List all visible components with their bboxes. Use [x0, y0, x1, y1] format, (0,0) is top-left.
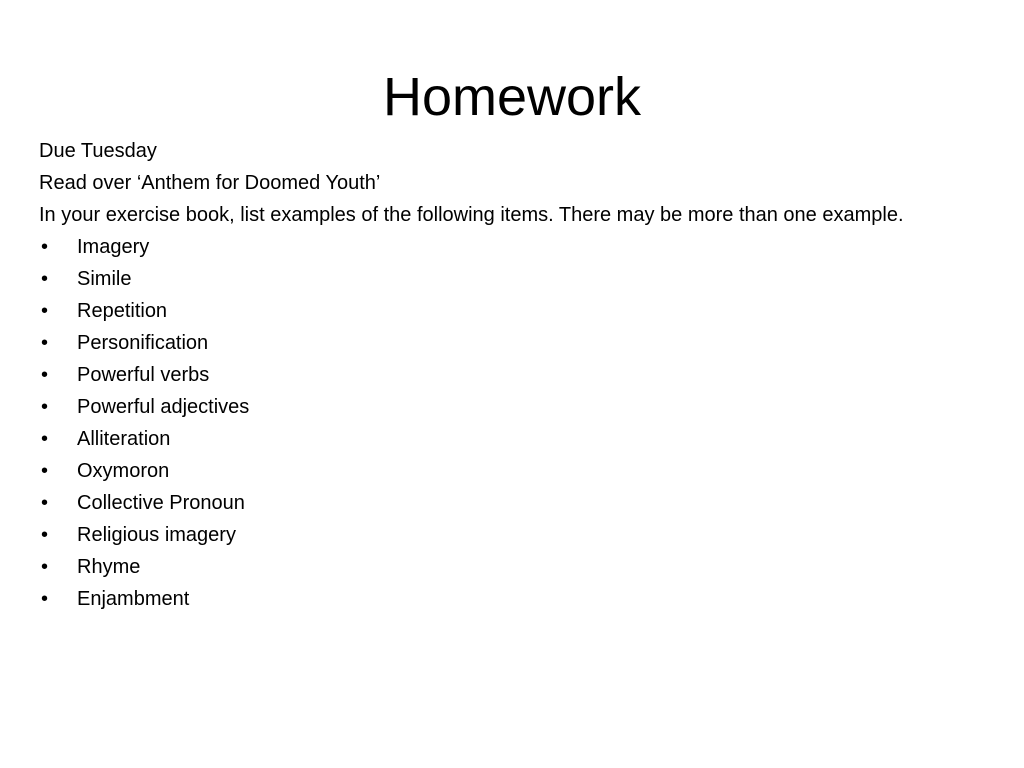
- list-item-label: Simile: [77, 268, 132, 290]
- task-instruction: In your exercise book, list examples of the following items. There may be more than one example.: [39, 204, 904, 226]
- bullet-icon: •: [41, 524, 49, 546]
- bullet-icon: •: [41, 556, 49, 578]
- bullet-icon: •: [41, 588, 49, 610]
- list-item: [39, 459, 959, 491]
- list-item-label: Collective Pronoun: [77, 492, 245, 514]
- bullet-icon: •: [41, 268, 49, 290]
- bullet-icon: •: [41, 332, 49, 354]
- list-item: [39, 427, 959, 459]
- bullet-icon: •: [41, 300, 49, 322]
- list-item: [39, 395, 959, 427]
- list-item-label: Imagery: [77, 236, 150, 258]
- list-item: [39, 523, 959, 555]
- list-item-label: Religious imagery: [77, 524, 236, 546]
- bullet-icon: •: [41, 364, 49, 386]
- list-item: [39, 299, 959, 331]
- items-list: [39, 235, 959, 619]
- bullet-icon: •: [41, 460, 49, 482]
- list-item: [39, 331, 959, 363]
- bullet-icon: •: [41, 492, 49, 514]
- list-item: [39, 587, 959, 619]
- list-item-label: Alliteration: [77, 428, 171, 450]
- list-item: [39, 235, 959, 267]
- bullet-icon: •: [41, 428, 49, 450]
- list-item-label: Powerful verbs: [77, 364, 210, 386]
- list-item: [39, 363, 959, 395]
- bullet-icon: •: [41, 396, 49, 418]
- list-item-label: Personification: [77, 332, 209, 354]
- list-item: [39, 491, 959, 523]
- slide-body: [39, 139, 959, 619]
- reading-instruction: Read over ‘Anthem for Doomed Youth’: [39, 172, 381, 194]
- list-item-label: Oxymoron: [77, 460, 170, 482]
- due-date-text: Due Tuesday: [39, 140, 157, 162]
- list-item: [39, 555, 959, 587]
- list-item-label: Powerful adjectives: [77, 396, 250, 418]
- list-item-label: Repetition: [77, 300, 168, 322]
- list-item-label: Rhyme: [77, 556, 141, 578]
- bullet-icon: •: [41, 236, 49, 258]
- list-item-label: Enjambment: [77, 588, 190, 610]
- list-item: [39, 267, 959, 299]
- slide-title: Homework: [382, 67, 642, 127]
